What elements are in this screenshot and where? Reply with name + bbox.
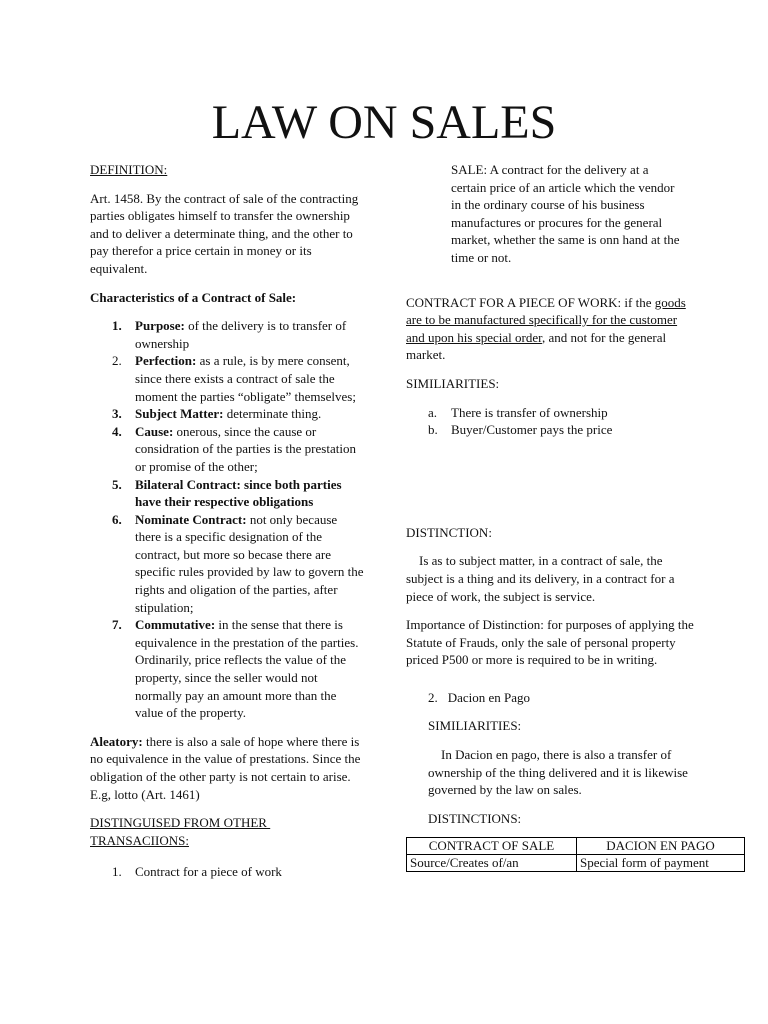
aleatory-text: there is also a sale of hope where there is no equivalence in the value of prestations. Since the obligation of the other party is not certain to arise. E.g, lotto (Art. 1461) [90, 733, 361, 802]
item-letter: b. [428, 422, 438, 438]
distinction-heading: DISTINCTION: [406, 524, 492, 540]
item-letter: a. [428, 404, 438, 420]
item-text: in the sense that there is equivalence in the prestation of the parties. Ordinarily, price reflects the value of the property, since the seller would not normally pay an amount more than the value of the property. [135, 617, 359, 721]
similarities-heading: SIMILIARITIES: [406, 375, 500, 391]
item-term: Nominate Contract: [135, 511, 247, 527]
similarity-item [406, 404, 696, 422]
distinguished-heading [90, 814, 365, 849]
characteristics-heading: Characteristics of a Contract of Sale: [90, 289, 297, 305]
characteristic-item [90, 317, 365, 352]
characteristic-item [90, 423, 365, 476]
distinguished-heading-line-1: DISTINGUISED FROM OTHER [90, 815, 271, 831]
distinguished-heading-line-2: TRANSACIIONS: [90, 832, 189, 848]
item-number: 5. [112, 476, 122, 492]
dacion-item [406, 689, 696, 707]
left-column [90, 161, 365, 881]
importance-text: Importance of Distinction: for purposes of applying the Statute of Frauds, only the sale of personal property priced P500 or more is required to be in writing. [406, 617, 694, 668]
item-number: 1. [112, 318, 122, 334]
page-title: LAW ON SALES [211, 96, 557, 149]
item-term: Cause: [135, 423, 174, 439]
definition-text: Art. 1458. By the contract of sale of the contracting parties obligates himself to transfer the ownership and to deliver a determinate thing, and the other to pay therefor a price certain in money or its equivalent. [90, 190, 359, 276]
characteristic-item [90, 352, 365, 405]
item-number: 4. [112, 423, 122, 439]
item-text: Buyer/Customer pays the price [451, 422, 613, 438]
distinctions-table [406, 837, 745, 872]
distinction-text: Is as to subject matter, in a contract of sale, the subject is a thing and its delivery, in a contract for a piece of work, the subject is service. [406, 553, 675, 604]
transactions-list [90, 863, 365, 881]
item-text: Contract for a piece of work [135, 864, 282, 880]
item-term: Commutative: [135, 617, 216, 633]
aleatory-paragraph [90, 733, 365, 803]
sale-definition: SALE: A contract for the delivery at a certain price of an article which the vendor in the ordinary course of his business manufactures or procures for the general market, whether the same is onn hand at the time or not. [451, 162, 680, 265]
dacion-distinctions-heading: DISTINCTIONS: [428, 810, 522, 826]
table-row [407, 855, 745, 872]
item-term: Subject Matter: [135, 406, 224, 422]
item-number: 1. [112, 864, 122, 880]
item-text: not only because there is a specific designation of the contract, but more so becase there are specific rules provided by law to govern the rights and oligation of the parties, after stipulation; [135, 511, 364, 615]
characteristic-item [90, 476, 365, 511]
dacion-similarities-text: In Dacion en pago, there is also a transfer of ownership of the thing delivered and it is likewise governed by the law on sales. [428, 747, 688, 798]
transaction-item [90, 863, 365, 881]
definition-heading: DEFINITION: [90, 162, 168, 177]
item-term: Perfection: [135, 353, 197, 369]
cpw-underlined: goods are to be manufactured specifically for the customer and upon his special order [406, 294, 686, 345]
contract-piece-of-work-definition [406, 294, 696, 364]
dacion-similarities-heading: SIMILIARITIES: [428, 718, 522, 734]
dacion-number: 2. [428, 689, 438, 705]
item-term: Purpose: [135, 318, 185, 334]
item-text: of the delivery is to transfer of ownership [135, 318, 347, 351]
item-number: 6. [112, 511, 122, 527]
table-cell: Special form of payment [577, 855, 745, 872]
similarity-item [406, 421, 696, 439]
table-header-cell: CONTRACT OF SALE [407, 838, 577, 855]
item-text: There is transfer of ownership [451, 404, 608, 420]
right-column [406, 161, 715, 872]
cpw-tail: , and not for the general market. [406, 329, 667, 363]
similarities-list [406, 404, 696, 439]
item-text: determinate thing. [223, 406, 322, 422]
item-term: Bilateral Contract: since both parties have their respective obligations [135, 476, 342, 510]
dacion-title: Dacion en Pago [447, 689, 531, 705]
item-text: onerous, since the cause or considration of the parties is the prestation or promise of the other; [135, 423, 356, 474]
aleatory-term: Aleatory: [90, 733, 143, 749]
table-cell: Source/Creates of/an [407, 855, 577, 872]
characteristic-item [90, 405, 365, 423]
cpw-lead: CONTRACT FOR A PIECE OF WORK: if the [406, 294, 655, 310]
table-header-cell: DACION EN PAGO [577, 838, 745, 855]
characteristic-item [90, 616, 365, 722]
item-text: as a rule, is by mere consent, since there exists a contract of sale the moment the parties “obligate” themselves; [135, 353, 356, 404]
item-number: 2. [112, 353, 122, 369]
item-number: 3. [112, 406, 122, 422]
item-number: 7. [112, 617, 122, 633]
characteristic-item [90, 511, 365, 617]
table-header-row [407, 838, 745, 855]
characteristics-list [90, 317, 365, 722]
